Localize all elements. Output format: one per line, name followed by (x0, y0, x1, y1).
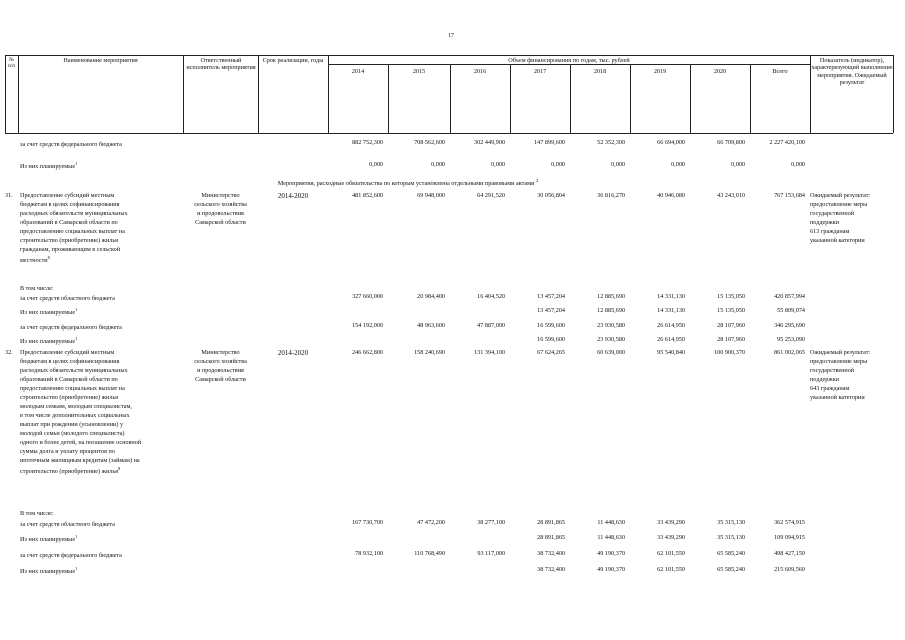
value-cell: 0,000 (491, 161, 505, 168)
item31-period: 2014-2020 (277, 192, 309, 200)
section-title: Мероприятия, расходные обязательства по которым установлены отдельными правовыми актами $^2$ (277, 178, 539, 188)
value-cell: 154 192,000 (352, 322, 383, 329)
subrow-label: В том числе: (20, 510, 54, 518)
header-line (18, 55, 19, 133)
item32-result: Ожидаемый результат: предоставление меры государственной поддержки 643 гражданам указанной категории (810, 349, 871, 401)
value-cell: 64 291,520 (477, 192, 505, 199)
value-cell: 147 899,600 (534, 139, 565, 146)
subrow-label: Из них планируемые$^1$ (20, 336, 78, 346)
value-cell: 362 574,915 (774, 519, 805, 526)
header-year: 2017 (533, 68, 547, 75)
value-cell: 0,000 (431, 161, 445, 168)
subrow-label: за счет средств федерального бюджета (20, 552, 122, 560)
value-cell: 708 562,600 (414, 139, 445, 146)
value-cell: 66 694,000 (657, 139, 685, 146)
row-label: за счет средств федерального бюджета (20, 141, 122, 149)
value-cell: 15 135,050 (717, 293, 745, 300)
value-cell: 16 599,600 (537, 322, 565, 329)
value-cell: 0,000 (369, 161, 383, 168)
value-cell: 65 585,240 (717, 566, 745, 573)
value-cell: 60 639,000 (597, 349, 625, 356)
value-cell: 28 891,865 (537, 519, 565, 526)
value-cell: 215 609,560 (774, 566, 805, 573)
header-bottom-border (5, 133, 893, 134)
item32-executor: Министерство сельского хозяйства и продовольствия Самарской области (194, 349, 247, 383)
value-cell: 52 352,300 (597, 139, 625, 146)
value-cell: 30 056,804 (537, 192, 565, 199)
value-cell: 38 732,400 (537, 550, 565, 557)
subrow-label: Из них планируемые$^1$ (20, 307, 78, 317)
value-cell: 327 660,000 (352, 293, 383, 300)
value-cell: 23 930,580 (597, 322, 625, 329)
value-cell: 861 002,065 (774, 349, 805, 356)
value-cell: 346 295,690 (774, 322, 805, 329)
value-cell: 498 427,150 (774, 550, 805, 557)
value-cell: 33 439,290 (657, 534, 685, 541)
value-cell: 26 614,950 (657, 322, 685, 329)
value-cell: 0,000 (611, 161, 625, 168)
value-cell: 23 930,580 (597, 336, 625, 343)
header-name: Наименование мероприятия (63, 57, 138, 64)
value-cell: 43 243,010 (717, 192, 745, 199)
value-cell: 62 101,550 (657, 566, 685, 573)
header-year: 2018 (593, 68, 607, 75)
value-cell: 93 117,000 (477, 550, 505, 557)
value-cell: 12 885,690 (597, 307, 625, 314)
value-cell: 16 599,600 (537, 336, 565, 343)
header-year: 2019 (653, 68, 667, 75)
value-cell: 100 900,370 (714, 349, 745, 356)
item32-name: Предоставление субсидий местным бюджетам в целях софинансирования расходных обязательств муниципальных образований в Самарской области по предоставлению социальных выплат на строительство (приобретение) жилья молодым семьям, молодым специалистам, в том числе дополнительных социальных выплат при рождении (усыновлении) у молодой семьи (молодого специалиста) одного и более детей, на погашение основной суммы долга и уплату процентов по ипотечным жилищным кредитам (займам) на строительство (приобретение) жилья$^8$ (20, 349, 142, 475)
value-cell: 109 094,915 (774, 534, 805, 541)
value-cell: 158 240,690 (414, 349, 445, 356)
value-cell: 65 585,240 (717, 550, 745, 557)
value-cell: 95 540,840 (657, 349, 685, 356)
header-year: Всего (772, 68, 788, 75)
header-executor: Ответственный исполнитель мероприятия (186, 57, 256, 72)
value-cell: 49 190,370 (597, 566, 625, 573)
value-cell: 35 315,130 (717, 519, 745, 526)
value-cell: 95 253,090 (777, 336, 805, 343)
value-cell: 67 624,265 (537, 349, 565, 356)
item31-name: Предоставление субсидий местным бюджетам в целях софинансирования расходных обязательств муниципальных образований в Самарской области по предоставлению социальных выплат на строительство (приобретение) жилья гражданам, проживающим в сельской местности$^8$ (20, 192, 128, 264)
value-cell: 767 153,684 (774, 192, 805, 199)
item31-executor: Министерство сельского хозяйства и продовольствия Самарской области (194, 192, 247, 226)
item32-num: 32. (5, 349, 13, 356)
value-cell: 78 932,100 (355, 550, 383, 557)
value-cell: 28 107,960 (717, 322, 745, 329)
header-indicator: Показатель (индикатор), характеризующий выполнение мероприятия. Ожидаемый результат (811, 57, 893, 87)
header-year: 2016 (473, 68, 487, 75)
value-cell: 20 984,400 (417, 293, 445, 300)
item32-period: 2014-2020 (277, 349, 309, 357)
subrow-label: за счет средств областного бюджета (20, 521, 115, 529)
header-line (328, 55, 329, 133)
value-cell: 0,000 (791, 161, 805, 168)
subrow-label: В том числе: (20, 285, 54, 293)
subrow-label: за счет средств областного бюджета (20, 295, 115, 303)
value-cell: 38 732,400 (537, 566, 565, 573)
item31-num: 31. (5, 192, 13, 199)
value-cell: 246 662,800 (352, 349, 383, 356)
value-cell: 13 457,204 (537, 307, 565, 314)
value-cell: 55 809,074 (777, 307, 805, 314)
value-cell: 0,000 (671, 161, 685, 168)
value-cell: 11 448,630 (597, 534, 625, 541)
header-year: 2020 (713, 68, 727, 75)
header-year: 2014 (351, 68, 365, 75)
row-label: Из них планируемые$^1$ (20, 161, 78, 171)
value-cell: 131 394,100 (474, 349, 505, 356)
value-cell: 69 948,000 (417, 192, 445, 199)
value-cell: 38 277,100 (477, 519, 505, 526)
value-cell: 33 439,290 (657, 519, 685, 526)
value-cell: 66 709,800 (717, 139, 745, 146)
value-cell: 14 331,130 (657, 293, 685, 300)
value-cell: 2 227 420,100 (769, 139, 805, 146)
value-cell: 48 963,600 (417, 322, 445, 329)
value-cell: 47 887,000 (477, 322, 505, 329)
header-line (893, 55, 894, 133)
value-cell: 26 614,950 (657, 336, 685, 343)
value-cell: 302 449,900 (474, 139, 505, 146)
value-cell: 167 730,700 (352, 519, 383, 526)
value-cell: 481 852,600 (352, 192, 383, 199)
header-line (183, 55, 184, 133)
header-top-border (5, 55, 893, 56)
value-cell: 110 768,490 (414, 550, 445, 557)
item31-result: Ожидаемый результат: предоставление меры государственной поддержки 613 гражданам указанной категории (810, 192, 871, 244)
subrow-label: Из них планируемые$^1$ (20, 534, 78, 544)
value-cell: 0,000 (731, 161, 745, 168)
page-number: 17 (448, 33, 454, 39)
value-cell: 11 448,630 (597, 519, 625, 526)
value-cell: 49 190,370 (597, 550, 625, 557)
value-cell: 36 816,270 (597, 192, 625, 199)
header-volume: Объем финансирования по годам, тыс. рублей (508, 57, 630, 64)
header-num: № п/п (7, 57, 16, 70)
value-cell: 40 946,080 (657, 192, 685, 199)
value-cell: 62 101,550 (657, 550, 685, 557)
value-cell: 12 885,690 (597, 293, 625, 300)
value-cell: 35 315,130 (717, 534, 745, 541)
value-cell: 28 107,960 (717, 336, 745, 343)
subrow-label: Из них планируемые$^1$ (20, 566, 78, 576)
subrow-label: за счет средств федерального бюджета (20, 324, 122, 332)
value-cell: 16 404,520 (477, 293, 505, 300)
header-year: 2015 (412, 68, 426, 75)
value-cell: 0,000 (551, 161, 565, 168)
header-period: Срок реализации, годы (262, 57, 324, 64)
value-cell: 13 457,204 (537, 293, 565, 300)
header-line (258, 55, 259, 133)
value-cell: 28 891,865 (537, 534, 565, 541)
value-cell: 420 857,994 (774, 293, 805, 300)
value-cell: 47 472,200 (417, 519, 445, 526)
value-cell: 15 135,050 (717, 307, 745, 314)
value-cell: 14 331,130 (657, 307, 685, 314)
value-cell: 882 752,300 (352, 139, 383, 146)
